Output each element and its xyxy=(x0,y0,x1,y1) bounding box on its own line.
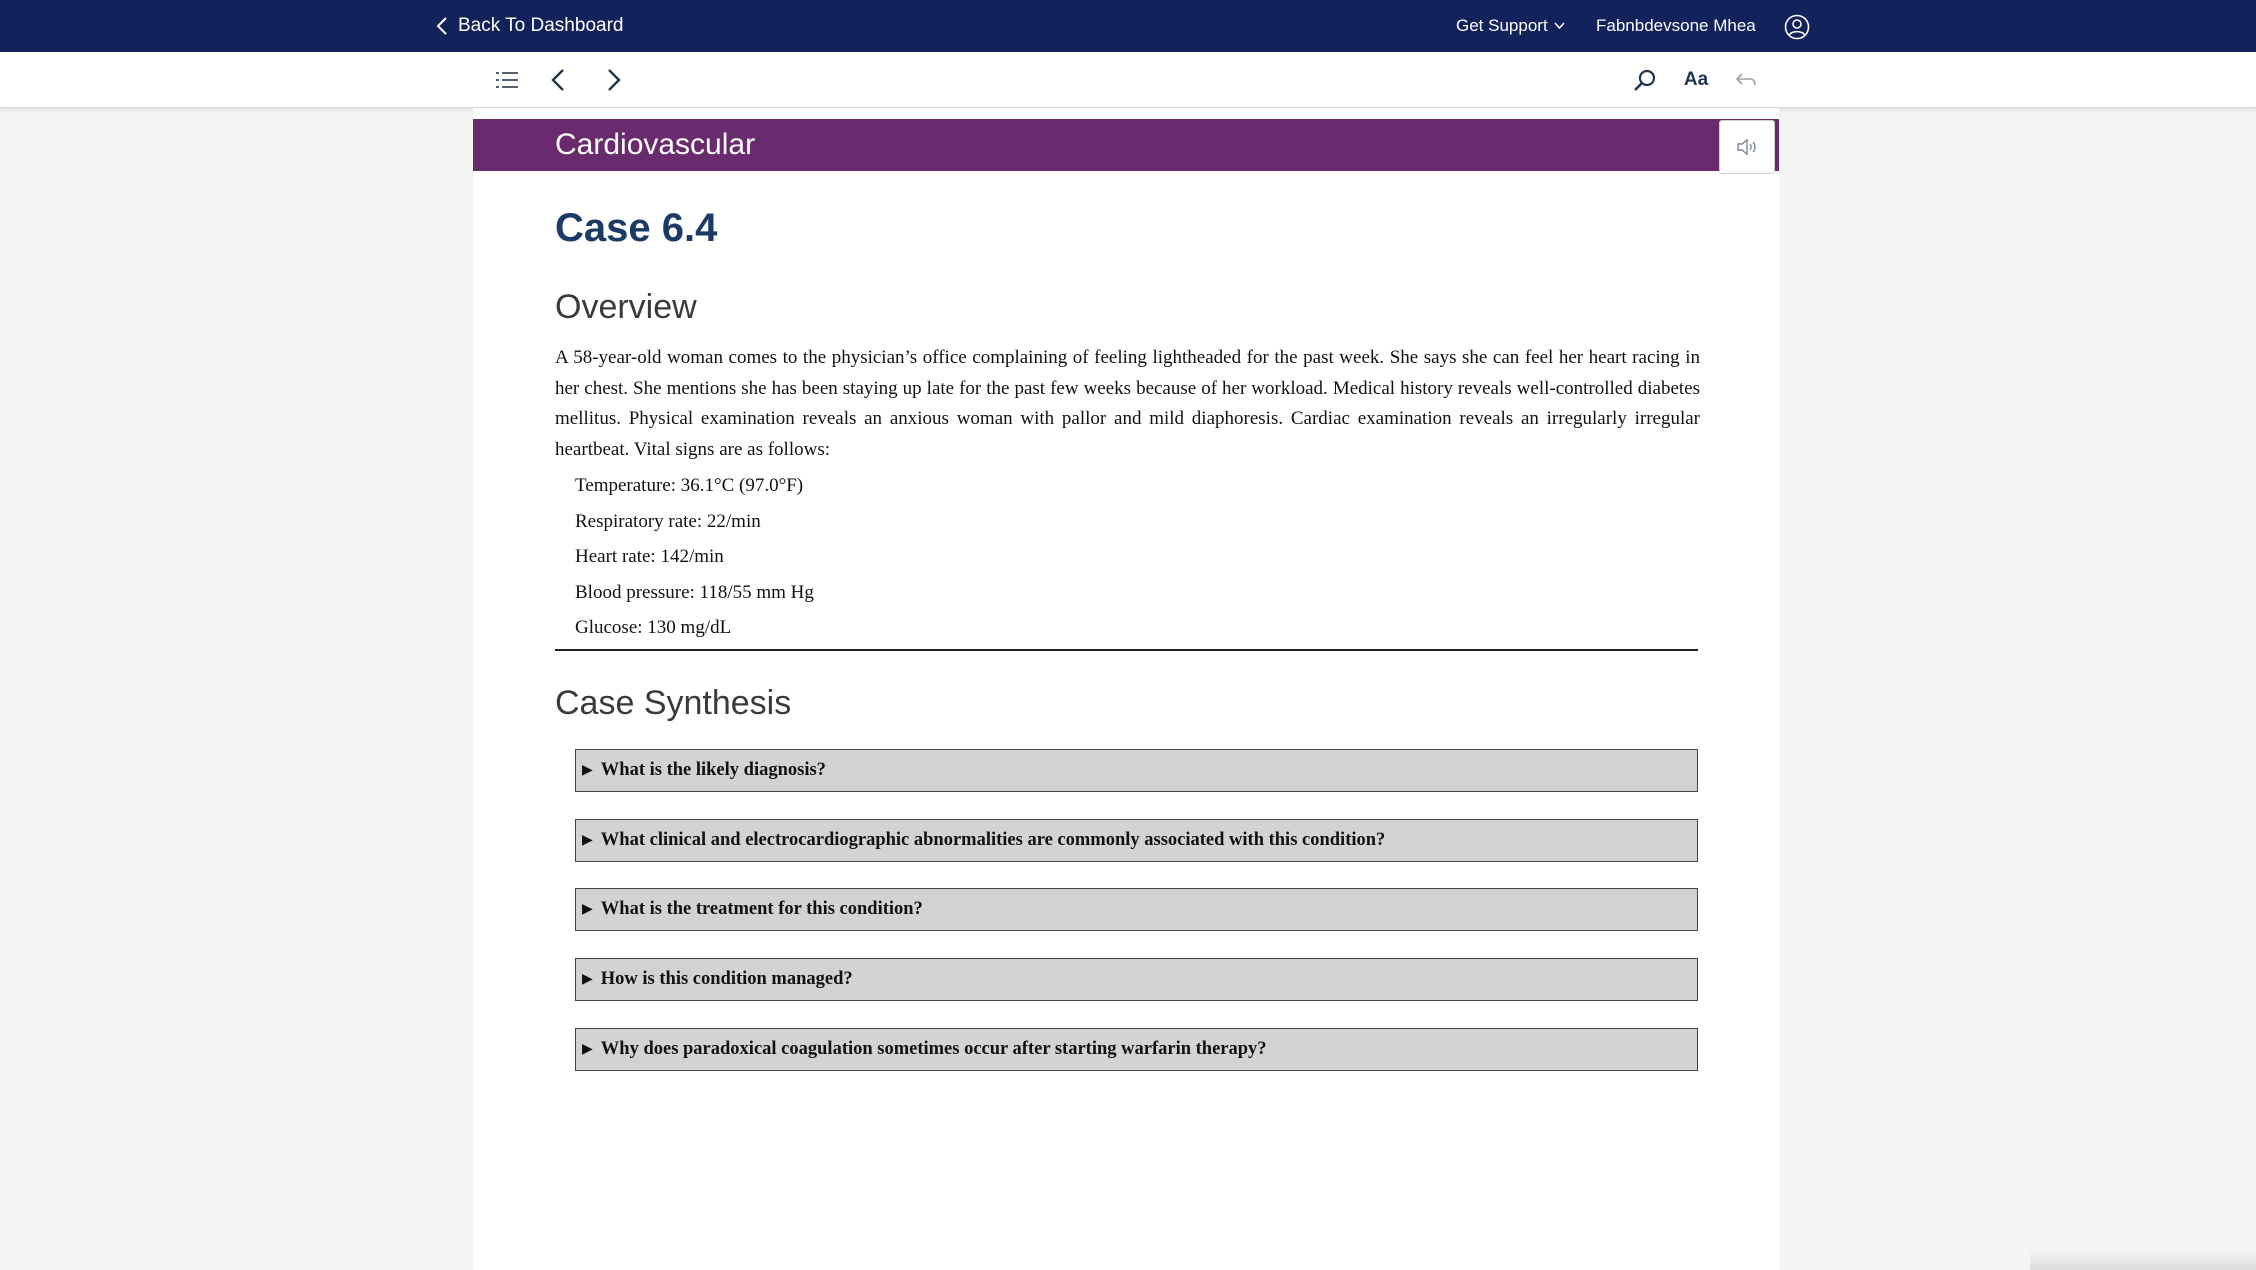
get-support-menu[interactable] xyxy=(1456,0,1565,52)
next-page-button[interactable] xyxy=(596,62,632,98)
chevron-left-icon xyxy=(436,17,448,35)
overview-heading: Overview xyxy=(555,288,697,326)
question-label: How is this condition managed? xyxy=(600,969,853,989)
bottom-shadow xyxy=(2030,1250,2256,1270)
read-aloud-button[interactable] xyxy=(1719,120,1775,174)
chapter-banner xyxy=(473,119,1779,171)
chevron-down-icon xyxy=(1554,22,1565,30)
vital-sign-item: Blood pressure: 118/55 mm Hg xyxy=(575,581,814,603)
list-icon xyxy=(496,71,518,89)
search-icon xyxy=(1633,68,1657,92)
question-label: Why does paradoxical coagulation sometimes occur after starting warfarin therapy? xyxy=(600,1039,1267,1059)
top-nav-bar xyxy=(0,0,2256,52)
chevron-right-icon xyxy=(607,68,621,92)
disclosure-triangle-icon: ▶ xyxy=(582,972,593,987)
vital-sign-item: Respiratory rate: 22/min xyxy=(575,510,761,532)
chevron-left-icon xyxy=(551,68,565,92)
back-to-dashboard-link[interactable] xyxy=(436,0,623,52)
question-label: What clinical and electrocardiographic abnormalities are commonly associated with this condition? xyxy=(600,830,1386,850)
section-divider xyxy=(555,649,1698,651)
case-description: A 58-year-old woman comes to the physician’s office complaining of feeling lightheaded for the past week. She says she can feel her heart racing in her chest. She mentions she has been staying up late for the past few weeks because of her workload. Medical history reveals well-controlled diabetes mellitus. Physical examination reveals an anxious woman with pallor and mild diaphoresis. Cardiac examination reveals an irregularly irregular heartbeat. Vital signs are as follows: xyxy=(555,347,1700,460)
question-toggle-abnormalities[interactable] xyxy=(575,819,1698,862)
undo-icon xyxy=(1735,72,1757,88)
get-support-label: Get Support xyxy=(1456,16,1548,35)
vital-signs-list xyxy=(575,471,814,649)
table-of-contents-button[interactable] xyxy=(489,62,525,98)
user-account-icon[interactable] xyxy=(1784,14,1810,40)
question-label: What is the treatment for this condition? xyxy=(600,899,923,919)
case-synthesis-heading: Case Synthesis xyxy=(555,684,792,722)
case-title: Case 6.4 xyxy=(555,206,718,250)
question-toggle-management[interactable] xyxy=(575,958,1698,1001)
previous-page-button[interactable] xyxy=(540,62,576,98)
vital-sign-item: Glucose: 130 mg/dL xyxy=(575,617,732,638)
question-label: What is the likely diagnosis? xyxy=(600,760,826,780)
vital-sign-item: Temperature: 36.1°C (97.0°F) xyxy=(575,475,804,496)
disclosure-triangle-icon: ▶ xyxy=(582,833,593,848)
reader-toolbar xyxy=(0,52,2256,108)
disclosure-triangle-icon: ▶ xyxy=(582,902,593,917)
speaker-icon xyxy=(1736,138,1758,156)
disclosure-triangle-icon: ▶ xyxy=(582,763,593,778)
search-button[interactable] xyxy=(1627,62,1663,98)
undo-button[interactable] xyxy=(1728,62,1764,98)
back-to-dashboard-label: Back To Dashboard xyxy=(458,15,624,36)
question-toggle-treatment[interactable] xyxy=(575,888,1698,931)
disclosure-triangle-icon: ▶ xyxy=(582,1042,593,1057)
question-toggle-diagnosis[interactable] xyxy=(575,749,1698,792)
font-size-button[interactable]: Aa xyxy=(1683,69,1709,90)
vital-sign-item: Heart rate: 142/min xyxy=(575,546,724,567)
username[interactable]: Fabnbdevsone Mhea xyxy=(1596,16,1756,35)
question-toggle-warfarin[interactable] xyxy=(575,1028,1698,1071)
chapter-title: Cardiovascular xyxy=(555,128,756,161)
